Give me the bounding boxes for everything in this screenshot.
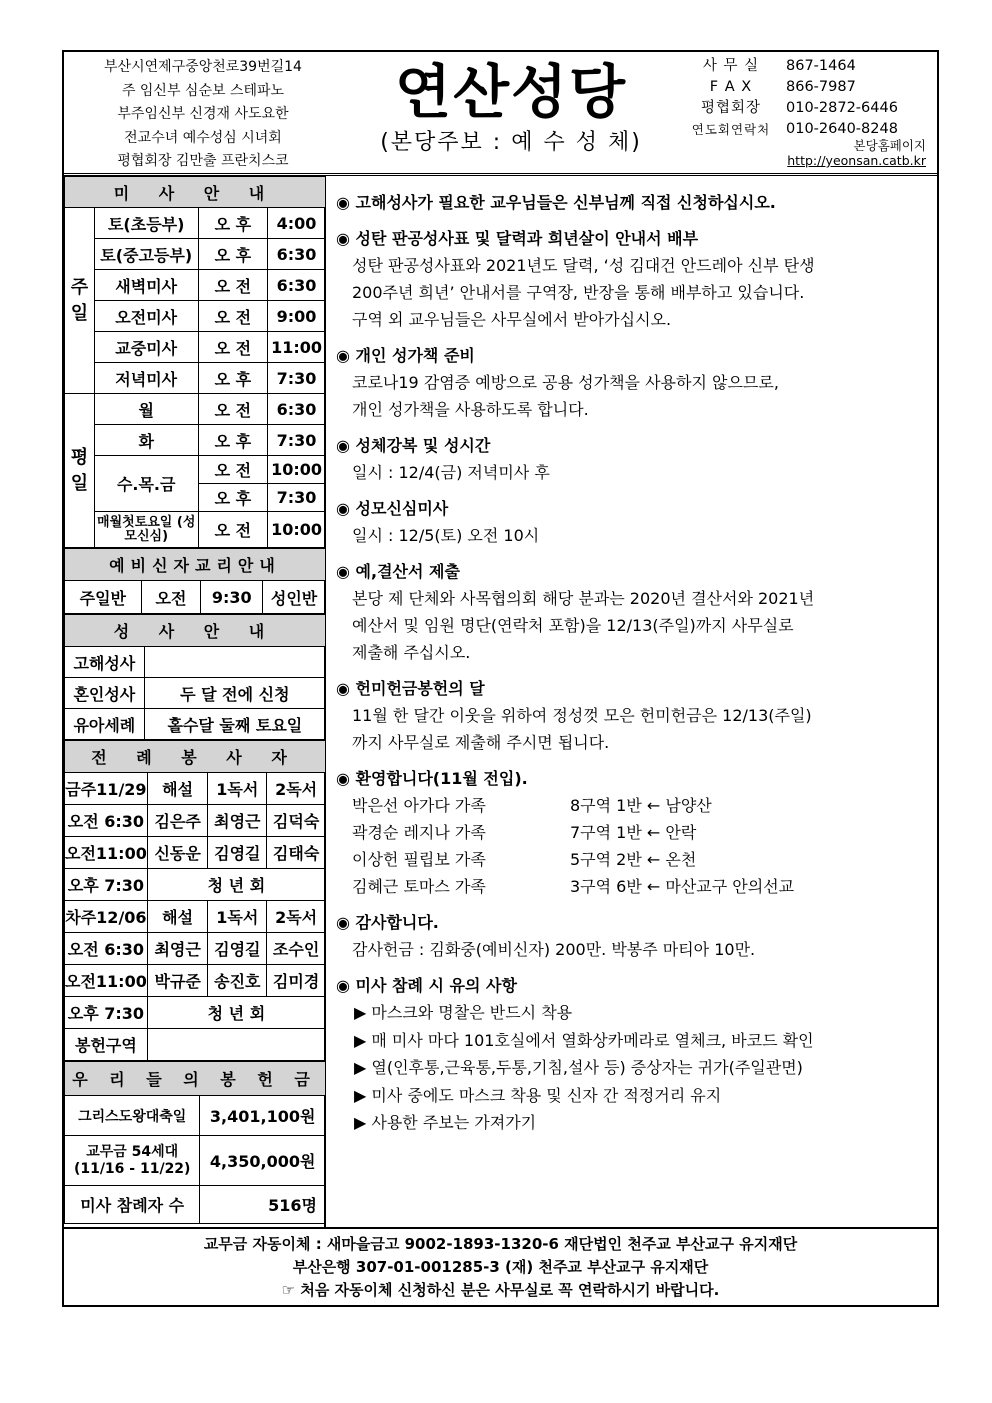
mass-time: 10:00 [268, 512, 326, 548]
mass-time: 10:00 [268, 456, 326, 484]
mass-name: 오전미사 [94, 301, 198, 332]
family-district: 3구역 6반 ← 마산교구 안의선교 [570, 877, 795, 896]
notice-item [336, 433, 937, 486]
liturgy-heading: 전 례 봉 사 자 [65, 741, 326, 773]
welcome-list [336, 792, 937, 900]
transfer-note: ☞ 처음 자동이체 신청하신 분은 사무실로 꼭 연락하시기 바랍니다. [281, 1281, 720, 1299]
liturgy-role: 1독서 [208, 773, 267, 805]
contact-row [676, 56, 934, 77]
district-label: 봉헌구역 [65, 1029, 148, 1061]
liturgy-group: 청 년 회 [147, 997, 325, 1029]
offering-label: 그리스도왕대축일 [65, 1096, 200, 1136]
notice-item [336, 343, 937, 423]
offering-value: 4,350,000원 [200, 1136, 326, 1186]
mass-ampm: 오 전 [198, 456, 267, 484]
liturgy-role: 해설 [147, 901, 208, 933]
mass-name: 교중미사 [94, 332, 198, 363]
notice-text: 제출해 주십시오. [352, 643, 471, 662]
bank-transfer-line: 교무금 자동이체 : 새마을금고 9002-1893-1320-6 재단법인 천주교 부산교구 유지재단 [203, 1235, 798, 1253]
welcome-row [352, 873, 937, 900]
liturgy-person: 송진호 [208, 965, 267, 997]
liturgy-week-label: 차주12/06 [65, 901, 148, 933]
sacrament-label: 유아세례 [65, 709, 145, 740]
parish-address: 부산시연제구중앙천로39번길14 [104, 59, 302, 75]
caution-bullet: ▶ 마스크와 명찰은 반드시 착용 [354, 1003, 573, 1022]
notice-text: 200주년 희년’ 안내서를 구역장, 반장을 통해 배부하고 있습니다. [352, 283, 805, 302]
liturgy-person: 김태숙 [267, 837, 326, 869]
page-subtitle: (본당주보 : 예 수 성 체) [380, 130, 642, 155]
caution-bullet: ▶ 사용한 주보는 가져가기 [354, 1113, 537, 1132]
mass-name: 매월첫토요일 (성모신심) [94, 512, 198, 548]
liturgy-role: 2독서 [267, 901, 326, 933]
notice-title: ◉ 감사합니다. [336, 913, 439, 932]
family-district: 7구역 1반 ← 안락 [570, 823, 697, 842]
catechumen-table [64, 548, 326, 614]
contact-label: 연도회연락처 [691, 122, 771, 137]
mass-ampm: 오 후 [198, 363, 267, 394]
notice-title: ◉ 고해성사가 필요한 교우님들은 신부님께 직접 신청하십시오. [336, 193, 776, 212]
notice-text: 예산서 및 임원 명단(연락처 포함)을 12/13(주일)까지 사무실로 [352, 616, 794, 635]
bulletin-header [64, 52, 937, 176]
clergy-line: 평협회장 김만출 프란치스코 [117, 153, 289, 169]
mass-ampm: 오 전 [198, 270, 267, 301]
liturgy-time: 오전11:00 [65, 965, 148, 997]
contact-value: 866-7987 [786, 79, 856, 95]
catechumen-heading: 예비신자교리안내 [65, 549, 326, 581]
catechumen-cell: 오전 [141, 581, 201, 614]
notice-text: 감사헌금 : 김화중(예비신자) 200만. 박봉주 마티아 10만. [352, 940, 756, 959]
welcome-row [352, 846, 937, 873]
contact-row [676, 119, 934, 140]
contact-label: F A X [709, 79, 753, 95]
notice-item [336, 190, 937, 216]
sacrament-value [144, 647, 325, 678]
notice-item [336, 676, 937, 756]
mass-time: 6:30 [268, 239, 326, 270]
notice-title: ◉ 환영합니다(11월 전입). [336, 769, 528, 788]
liturgy-person: 최영근 [208, 805, 267, 837]
liturgy-person: 김은주 [147, 805, 208, 837]
notice-item [336, 973, 937, 1137]
family-name: 김혜근 토마스 가족 [352, 877, 486, 896]
homepage-block [676, 138, 934, 168]
notice-text: 개인 성가책을 사용하도록 합니다. [352, 400, 589, 419]
mass-time: 7:30 [268, 484, 326, 512]
contact-value: 010-2872-6446 [786, 100, 898, 116]
bulletin-footer [64, 1227, 937, 1305]
clergy-line: 전교수녀 예수성심 시녀회 [124, 129, 282, 146]
mass-time: 6:30 [268, 270, 326, 301]
notice-item [336, 559, 937, 666]
notice-title: ◉ 성탄 판공성사표 및 달력과 희년살이 안내서 배부 [336, 229, 699, 248]
mass-name: 월 [94, 394, 198, 425]
notice-item [336, 910, 937, 963]
sacrament-table [64, 614, 326, 740]
mass-ampm: 오 후 [198, 239, 267, 270]
mass-time: 6:30 [268, 394, 326, 425]
liturgy-person: 신동운 [147, 837, 208, 869]
bulletin-sheet [62, 50, 939, 1307]
liturgy-person: 조수인 [267, 933, 326, 965]
liturgy-time: 오후 7:30 [65, 997, 148, 1029]
mass-ampm: 오 후 [198, 425, 267, 456]
notice-text: 성탄 판공성사표와 2021년도 달력, ‘성 김대건 안드레아 신부 탄생 [352, 256, 815, 275]
mass-ampm: 오 전 [198, 512, 267, 548]
homepage-label: 본당홈페이지 [853, 138, 926, 153]
info-sidebar [64, 176, 326, 1227]
sacrament-value: 두 달 전에 신청 [144, 678, 325, 709]
notice-title: ◉ 개인 성가책 준비 [336, 346, 475, 365]
offering-heading: 우 리 들 의 봉 헌 금 [65, 1062, 326, 1096]
mass-time: 7:30 [268, 425, 326, 456]
mass-ampm: 오 후 [198, 484, 267, 512]
welcome-row [352, 819, 937, 846]
liturgy-person: 김덕숙 [267, 805, 326, 837]
notice-list [328, 176, 937, 1137]
mass-time: 7:30 [268, 363, 326, 394]
liturgy-time: 오전 6:30 [65, 805, 148, 837]
family-name: 이상헌 필립보 가족 [352, 850, 486, 869]
notice-text: 코로나19 감염증 예방으로 공용 성가책을 사용하지 않으므로, [352, 373, 779, 392]
liturgy-role: 1독서 [208, 901, 267, 933]
contact-value: 867-1464 [786, 58, 856, 74]
mass-time: 4:00 [268, 208, 326, 239]
catechumen-cell: 9:30 [201, 581, 263, 614]
liturgy-week-label: 금주11/29 [65, 773, 148, 805]
liturgy-person: 김영길 [208, 837, 267, 869]
liturgy-time: 오전11:00 [65, 837, 148, 869]
contact-row [676, 98, 934, 119]
welcome-row [352, 792, 937, 819]
notice-text: 일시 : 12/5(토) 오전 10시 [352, 526, 540, 545]
mass-time: 9:00 [268, 301, 326, 332]
weekday-label: 평 일 [65, 394, 95, 548]
bank-transfer-line: 부산은행 307-01-001285-3 (재) 천주교 부산교구 유지재단 [292, 1258, 709, 1276]
notice-item [336, 766, 937, 900]
notice-item [336, 226, 937, 333]
sacrament-label: 혼인성사 [65, 678, 145, 709]
sacrament-heading: 성 사 안 내 [65, 615, 326, 647]
offering-value: 516명 [200, 1186, 326, 1224]
liturgy-person: 박규준 [147, 965, 208, 997]
notice-title: ◉ 성체강복 및 성시간 [336, 436, 491, 455]
sunday-label: 주 일 [65, 208, 95, 394]
notice-text: 11월 한 달간 이웃을 위하여 정성껏 모은 헌미헌금은 12/13(주일) [352, 706, 812, 725]
mass-schedule-table [64, 176, 326, 548]
contact-label: 평협회장 [700, 100, 762, 116]
contact-label: 사 무 실 [702, 58, 760, 74]
offering-table [64, 1061, 326, 1224]
mass-heading: 미 사 안 내 [65, 177, 326, 208]
mass-ampm: 오 전 [198, 301, 267, 332]
notice-title: ◉ 미사 참례 시 유의 사항 [336, 976, 517, 995]
mass-name: 새벽미사 [94, 270, 198, 301]
liturgy-person: 최영근 [147, 933, 208, 965]
notice-column [328, 176, 937, 1227]
notice-item [336, 496, 937, 549]
notice-text: 까지 사무실로 제출해 주시면 됩니다. [352, 733, 610, 752]
mass-name: 토(중고등부) [94, 239, 198, 270]
mass-name: 저녁미사 [94, 363, 198, 394]
caution-bullet: ▶ 매 미사 마다 101호실에서 열화상카메라로 열체크, 바코드 확인 [354, 1030, 814, 1050]
liturgy-table [64, 740, 326, 1061]
liturgy-role: 2독서 [267, 773, 326, 805]
mass-time: 11:00 [268, 332, 326, 363]
family-name: 박은선 아가다 가족 [352, 796, 486, 815]
offering-label: 교무금 54세대 (11/16 - 11/22) [65, 1136, 200, 1186]
sacrament-value: 홀수달 둘째 토요일 [144, 709, 325, 740]
notice-title: ◉ 예,결산서 제출 [336, 562, 460, 581]
notice-title: ◉ 헌미헌금봉헌의 달 [336, 679, 485, 698]
mass-name: 토(초등부) [94, 208, 198, 239]
mass-ampm: 오 후 [198, 208, 267, 239]
notice-text: 구역 외 교우님들은 사무실에서 받아가십시오. [352, 310, 672, 329]
liturgy-person: 김미경 [267, 965, 326, 997]
page-title: 연산성당 [394, 58, 628, 126]
offering-label: 미사 참례자 수 [65, 1186, 200, 1224]
family-district: 5구역 2반 ← 온천 [570, 850, 697, 869]
contact-value: 010-2640-8248 [786, 121, 898, 137]
mass-name: 화 [94, 425, 198, 456]
parish-info [72, 56, 334, 174]
notice-text: 본당 제 단체와 사목협의회 해당 분과는 2020년 결산서와 2021년 [352, 589, 815, 608]
liturgy-person: 김영길 [208, 933, 267, 965]
liturgy-role: 해설 [147, 773, 208, 805]
catechumen-cell: 주일반 [65, 581, 142, 614]
mass-ampm: 오 전 [198, 332, 267, 363]
liturgy-time: 오전 6:30 [65, 933, 148, 965]
sacrament-label: 고해성사 [65, 647, 145, 678]
caution-bullet: ▶ 미사 중에도 마스크 착용 및 신자 간 적정거리 유지 [354, 1085, 722, 1105]
title-block [346, 52, 676, 158]
clergy-line: 부주임신부 신경재 사도요한 [117, 106, 289, 122]
contact-row [676, 77, 934, 98]
contact-info [676, 56, 934, 140]
clergy-line: 주 임신부 심순보 스테파노 [121, 82, 285, 99]
offering-value: 3,401,100원 [200, 1096, 326, 1136]
family-district: 8구역 1반 ← 남양산 [570, 796, 712, 815]
mass-name: 수.목.금 [94, 456, 198, 512]
caution-bullet: ▶ 열(인후통,근육통,두통,기침,설사 등) 증상자는 귀가(주일관면) [354, 1058, 803, 1077]
notice-text: 일시 : 12/4(금) 저녁미사 후 [352, 463, 550, 482]
homepage-link[interactable]: http://yeonsan.catb.kr [787, 153, 926, 168]
district-value [147, 1029, 325, 1061]
liturgy-time: 오후 7:30 [65, 869, 148, 901]
catechumen-cell: 성인반 [263, 581, 326, 614]
notice-title: ◉ 성모신심미사 [336, 499, 449, 518]
family-name: 곽경순 레지나 가족 [352, 823, 486, 842]
liturgy-group: 청 년 회 [147, 869, 325, 901]
mass-ampm: 오 전 [198, 394, 267, 425]
